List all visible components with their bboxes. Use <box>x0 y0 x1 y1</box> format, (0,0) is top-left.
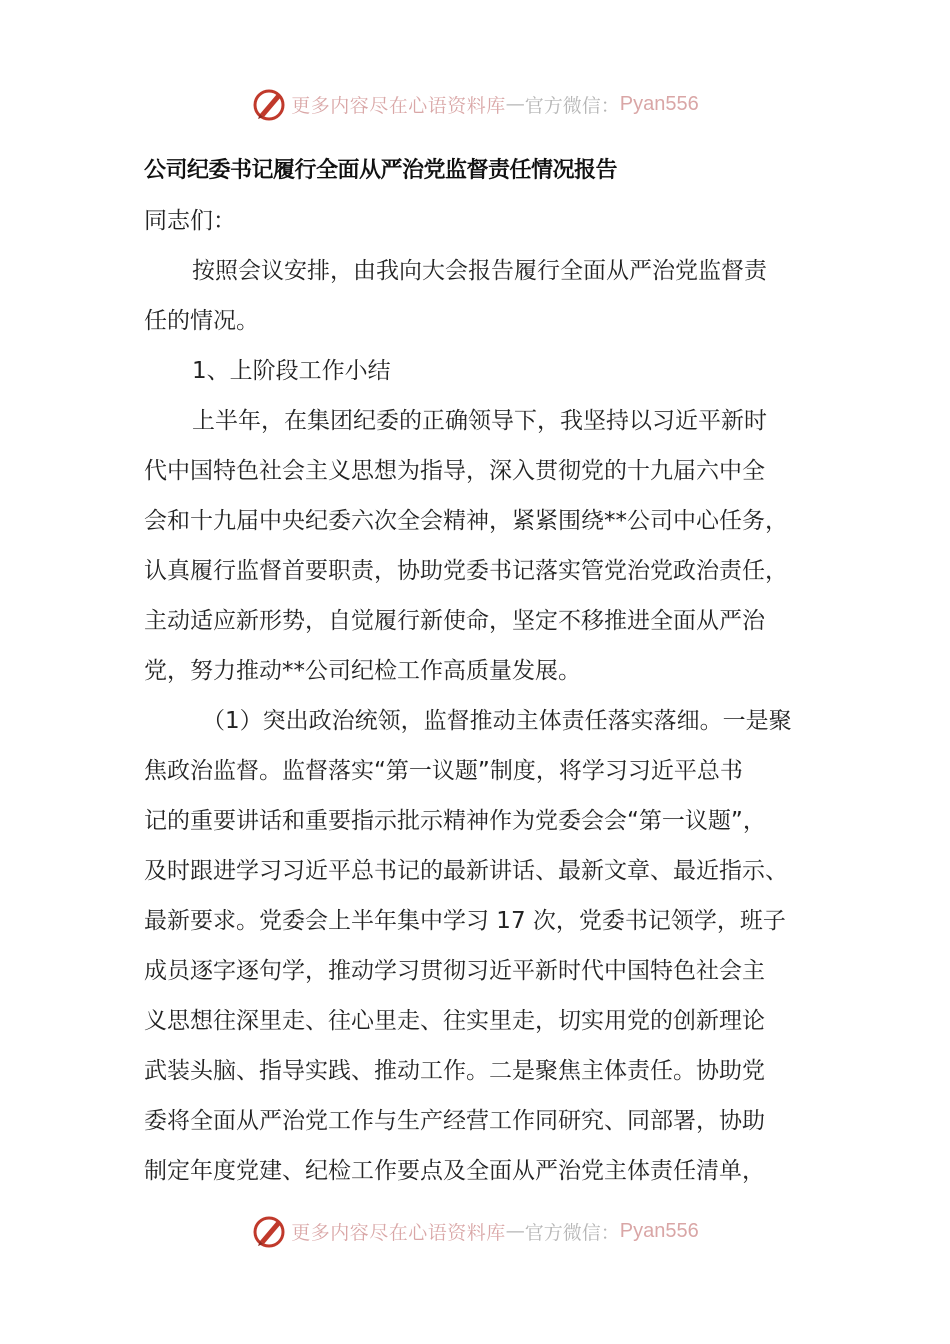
paragraph-line: 委将全面从严治党工作与生产经营工作同研究、同部署，协助 <box>144 1108 765 1134</box>
paragraph-line: 义思想往深里走、往心里走、往实里走，切实用党的创新理论 <box>144 1008 765 1034</box>
paragraph-line: （1）突出政治统领，监督推动主体责任落实落细。一是聚 <box>202 708 792 734</box>
paragraph-line: 最新要求。党委会上半年集中学习 17 次，党委书记领学，班子 <box>144 908 786 934</box>
paragraph-line: 武装头脑、指导实践、推动工作。二是聚焦主体责任。协助党 <box>144 1058 765 1084</box>
watermark-wechat-id: Pyan556 <box>619 92 699 115</box>
paragraph-line: 代中国特色社会主义思想为指导，深入贯彻党的十九届六中全 <box>144 458 765 484</box>
pen-logo-icon <box>251 1213 287 1249</box>
paragraph-line: 认真履行监督首要职责，协助党委书记落实管党治党政治责任， <box>144 558 788 584</box>
paragraph-line: 任的情况。 <box>144 308 259 334</box>
section-heading: 1、上阶段工作小结 <box>192 358 391 384</box>
salutation: 同志们： <box>144 208 236 234</box>
paragraph-line: 成员逐字逐句学，推动学习贯彻习近平新时代中国特色社会主 <box>144 958 765 984</box>
pen-logo-icon <box>251 86 287 122</box>
watermark-wechat-label: 官方微信： <box>524 1221 620 1244</box>
paragraph-line: 上半年，在集团纪委的正确领导下，我坚持以习近平新时 <box>192 408 767 434</box>
paragraph-line: 党，努力推动**公司纪检工作高质量发展。 <box>144 658 581 684</box>
paragraph-line: 记的重要讲话和重要指示批示精神作为党委会会“第一议题”， <box>144 808 766 834</box>
paragraph-line: 制定年度党建、纪检工作要点及全面从严治党主体责任清单， <box>144 1158 765 1184</box>
paragraph-line: 主动适应新形势，自觉履行新使命，坚定不移推进全面从严治 <box>144 608 765 634</box>
watermark-separator: — <box>505 93 525 115</box>
document-title: 公司纪委书记履行全面从严治党监督责任情况报告 <box>144 158 618 183</box>
watermark-separator: — <box>505 1220 525 1242</box>
watermark-text: 更多内容尽在心语资料库 <box>291 1221 506 1244</box>
paragraph-line: 会和十九届中央纪委六次全会精神，紧紧围绕**公司中心任务， <box>144 508 788 534</box>
watermark-wechat-id: Pyan556 <box>619 1219 699 1242</box>
header-watermark <box>0 84 950 124</box>
watermark-wechat-label: 官方微信： <box>524 94 620 117</box>
footer-watermark <box>0 1211 950 1251</box>
paragraph-line: 按照会议安排，由我向大会报告履行全面从严治党监督责 <box>192 258 767 284</box>
paragraph-line: 及时跟进学习习近平总书记的最新讲话、最新文章、最近指示、 <box>144 858 788 884</box>
paragraph-line: 焦政治监督。监督落实“第一议题”制度，将学习习近平总书 <box>144 758 743 784</box>
document-body <box>144 146 819 1196</box>
watermark-text: 更多内容尽在心语资料库 <box>291 94 506 117</box>
